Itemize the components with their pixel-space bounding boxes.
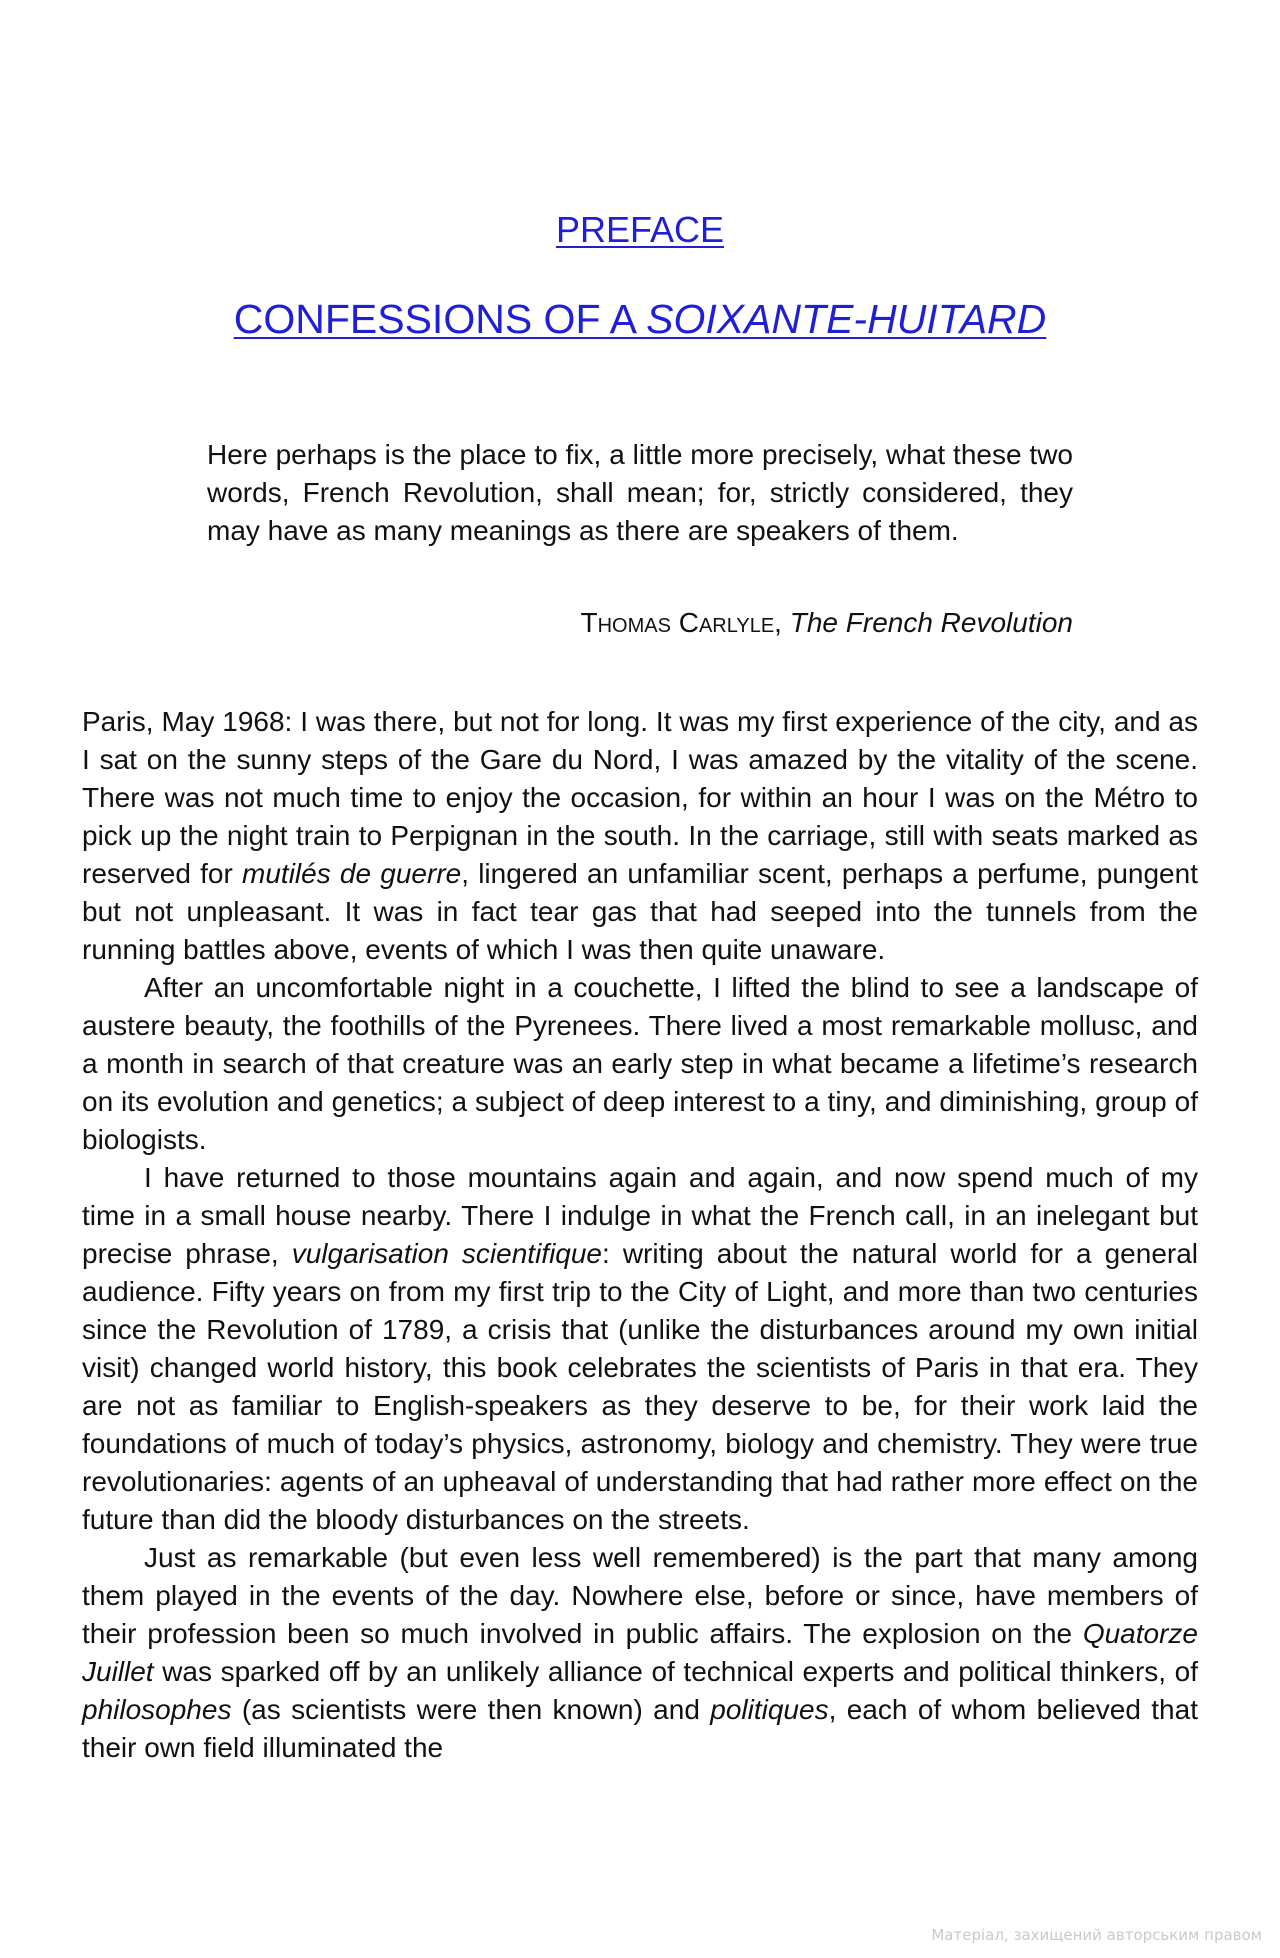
chapter-title-link[interactable] [234,296,1047,342]
chapter-title-italic: SOIXANTE-HUITARD [646,296,1047,342]
paragraph-3-italic: vulgarisation scientifique [291,1238,603,1269]
paragraph-4-text-a: Just as remarkable (but even less well remembered) is the part that many among them played in the events of the day. Nowhere else, before or since, have members of their profession been so much involved in public affairs. The explosion on the [82,1542,1198,1649]
epigraph-separator: , [774,607,790,638]
epigraph-author: Thomas Carlyle [580,607,775,638]
paragraph-3 [82,1159,1198,1539]
body-text [82,703,1198,1767]
paragraph-1-text-b: , lingered an unfamiliar scent, perhaps a perfume, pungent but not unpleasant. It was in fact tear gas that had seeped into the tunnels from the running battles above, events of which I was then quite unaware. [82,858,1198,965]
chapter-title [0,294,1280,344]
paragraph-4-italic-3: politiques [710,1694,829,1725]
epigraph-quote: Here perhaps is the place to fix, a little more precisely, what these two words, French Revolution, shall mean; for, strictly considered, they may have as many meanings as there are speakers of them. [207,439,1073,546]
paragraph-4-italic-1: Quatorze Juillet [82,1618,1198,1687]
epigraph-work: The French Revolution [789,607,1073,638]
chapter-title-text: CONFESSIONS OF A [233,296,647,342]
epigraph-attribution [207,604,1073,642]
paragraph-3-text-b: : writing about the natural world for a general audience. Fifty years on from my first trip to the City of Light, and more than two centuries since the Revolution of 1789, a crisis that (unlike the disturbances around my own initial visit) changed world history, this book celebrates the scientists of Paris in that era. They are not as familiar to English-speakers as they deserve to be, for their work laid the foundations of much of today’s physics, astronomy, biology and chemistry. They were true revolutionaries: agents of an upheaval of understanding that had rather more effect on the future than did the bloody disturbances on the streets. [82,1238,1199,1535]
preface-link[interactable]: PREFACE [555,209,725,250]
paragraph-2: After an uncomfortable night in a couchette, I lifted the blind to see a landscape of austere beauty, the foothills of the Pyrenees. There lived a most remarkable mollusc, and a month in search of that creature was an early step in what became a lifetime’s research on its evolution and genetics; a subject of deep interest to a tiny, and diminishing, group of biologists. [82,972,1198,1155]
paragraph-1-italic: mutilés de guerre [242,858,462,889]
paragraph-3-text-a: I have returned to those mountains again and again, and now spend much of my time in a small house nearby. There I indulge in what the French call, in an inelegant but precise phrase, [82,1162,1198,1269]
paragraph-1 [82,703,1198,969]
paragraph-4-text-c: (as scientists were then known) and [231,1694,711,1725]
paragraph-4-italic-2: philosophes [82,1694,232,1725]
paragraph-4 [82,1539,1198,1767]
copyright-watermark: Матеріал, захищений авторським правом [931,1926,1262,1944]
preface-heading [0,208,1280,252]
paragraph-4-text-d: , each of whom believed that their own field illuminated the [82,1694,1198,1763]
paragraph-4-text-b: was sparked off by an unlikely alliance of technical experts and political thinkers, of [153,1656,1198,1687]
paragraph-1-text-a: Paris, May 1968: I was there, but not for long. It was my first experience of the city, and as I sat on the sunny steps of the Gare du Nord, I was amazed by the vitality of the scene. There was not much time to enjoy the occasion, for within an hour I was on the Métro to pick up the night train to Perpignan in the south. In the carriage, still with seats marked as reserved for [82,706,1198,889]
